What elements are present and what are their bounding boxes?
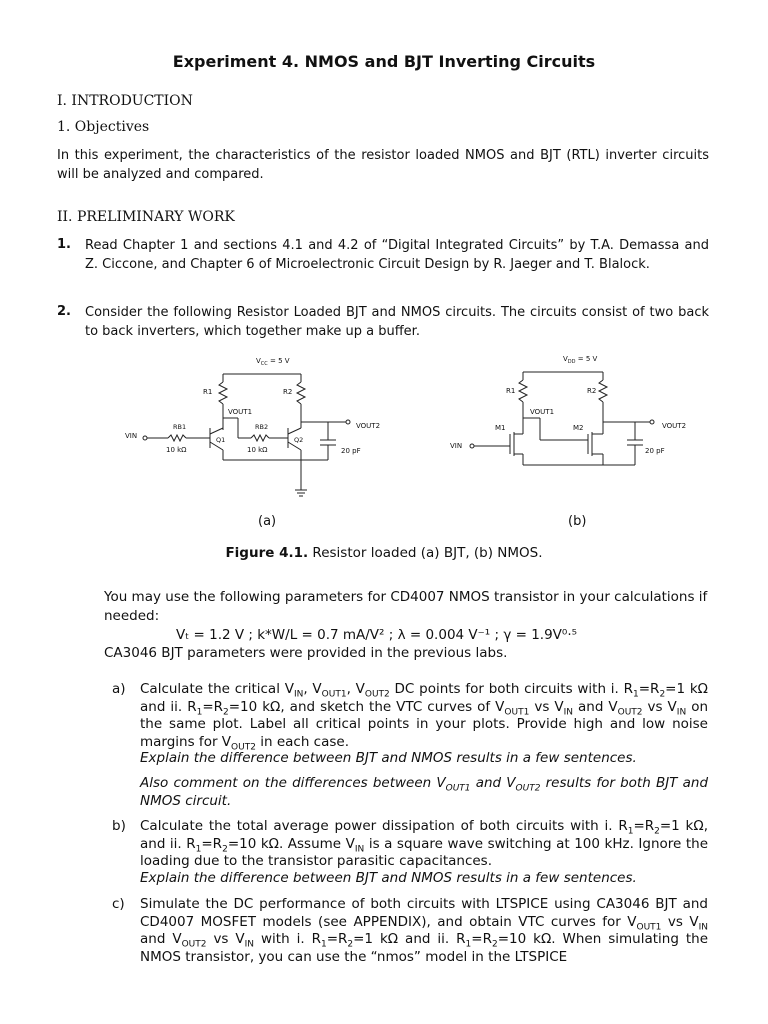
r2-label-b: R2 (587, 387, 597, 395)
section-heading-introduction: I. INTRODUCTION (57, 93, 193, 109)
q1-label: Q1 (216, 436, 226, 444)
list-item-2: Consider the following Resistor Loaded BJT and NMOS circuits. The circuits consist of two back to back inverters, which together make up a buffer. (85, 305, 709, 339)
figure-label-a: (a) (258, 514, 277, 529)
q2-label: Q2 (294, 436, 304, 444)
r2-label: R2 (283, 388, 293, 396)
rb2-label: RB2 (255, 423, 269, 431)
list-number-2: 2. (57, 304, 71, 319)
figure-label-b: (b) (568, 514, 587, 529)
vout1-label-b: VOUT1 (530, 408, 555, 416)
m2-label: M2 (573, 424, 584, 432)
rb1-label: RB1 (173, 423, 187, 431)
question-b-italic: Explain the difference between BJT and NMOS results in a few sentences. (140, 870, 637, 886)
question-a-italic-1: Explain the difference between BJT and NMOS results in a few sentences. (140, 750, 637, 766)
nmos-circuit-diagram (440, 350, 700, 500)
question-a-label: a) (112, 681, 126, 697)
question-c-label: c) (112, 896, 125, 912)
question-b-text: Calculate the total average power dissipation of both circuits with i. $R_1=R_2=1$ kΩ, and ii. $R_1=R_2=10$ kΩ. Assume $V_{IN}$ is a square wave switching at 100 kHz. Ignore the loading due to the transistor parasitic capacitances. (140, 818, 709, 869)
bjt-note: CA3046 BJT parameters were provided in the previous labs. (104, 645, 508, 661)
params-equation: Vₜ = 1.2 V ; k*W/L = 0.7 mA/V² ; λ = 0.004 V⁻¹ ; γ = 1.9V⁰·⁵ (176, 627, 578, 643)
vout2-label-b: VOUT2 (662, 422, 687, 430)
list-number-1: 1. (57, 237, 71, 252)
bjt-circuit-diagram (118, 350, 381, 500)
document-title: Experiment 4. NMOS and BJT Inverting Circuits (172, 52, 596, 71)
subheading-objectives: 1. Objectives (57, 119, 150, 135)
m1-label: M1 (495, 424, 506, 432)
figure-caption: Figure 4.1. Resistor loaded (a) BJT, (b) NMOS. (225, 545, 543, 561)
vout2-label: VOUT2 (356, 422, 381, 430)
objectives-paragraph: In this experiment, the characteristics of the resistor loaded NMOS and BJT (RTL) inverter circuits will be analyzed and compared. (57, 148, 709, 182)
question-b-label: b) (112, 818, 126, 834)
section-heading-preliminary: II. PRELIMINARY WORK (57, 209, 235, 225)
r1-label: R1 (203, 388, 213, 396)
cap-label-b: 20 pF (645, 447, 665, 455)
vout1-label: VOUT1 (228, 408, 253, 416)
vin-label: VIN (125, 432, 138, 440)
rb2-value: 10 kΩ (247, 446, 268, 454)
list-item-1: Read Chapter 1 and sections 4.1 and 4.2 of “Digital Integrated Circuits” by T.A. Demassa and Z. Ciccone, and Chapter 6 of Microelectronic Circuit Design by R. Jaeger and T. Blalock. (85, 238, 709, 272)
rb1-value: 10 kΩ (166, 446, 187, 454)
question-a-text: Calculate the critical $V_{IN}$, $V_{OUT1}$, $V_{OUT2}$ DC points for both circuits with i. $R_1=R_2=1$ kΩ and ii. $R_1=R_2=10$ kΩ, and sketch the VTC curves of $V_{OUT1}$ vs $V_{IN}$ and $V_{OUT2}$ vs $V_{IN}$ on the same plot. Label all critical points in your plots. Provide high and low noise margins for $V_{OUT2}$ in each case. (140, 681, 709, 753)
question-a-italic-2: Also comment on the differences between $V_{OUT1}$ and $V_{OUT2}$ results for both BJT and NMOS circuit. (140, 775, 709, 809)
params-intro: You may use the following parameters for CD4007 NMOS transistor in your calculations if needed: (104, 589, 708, 624)
vin-label-b: VIN (450, 442, 463, 450)
cap-label: 20 pF (341, 447, 361, 455)
r1-label-b: R1 (506, 387, 516, 395)
vdd-label: $V_{DD} = 5$ V (563, 355, 598, 365)
vcc-label: $V_{CC} = 5$ V (256, 357, 290, 367)
question-c-text: Simulate the DC performance of both circuits with LTSPICE using CA3046 BJT and CD4007 MOSFET models (see APPENDIX), and obtain VTC curves for $V_{OUT1}$ vs $V_{IN}$ and $V_{OUT2}$ vs $V_{IN}$ with i. $R_1=R_2=1$ kΩ and ii. $R_1=R_2=10$ kΩ. When simulating the NMOS transistor, you can use the “nmos” model in the LTSPICE (140, 896, 709, 965)
